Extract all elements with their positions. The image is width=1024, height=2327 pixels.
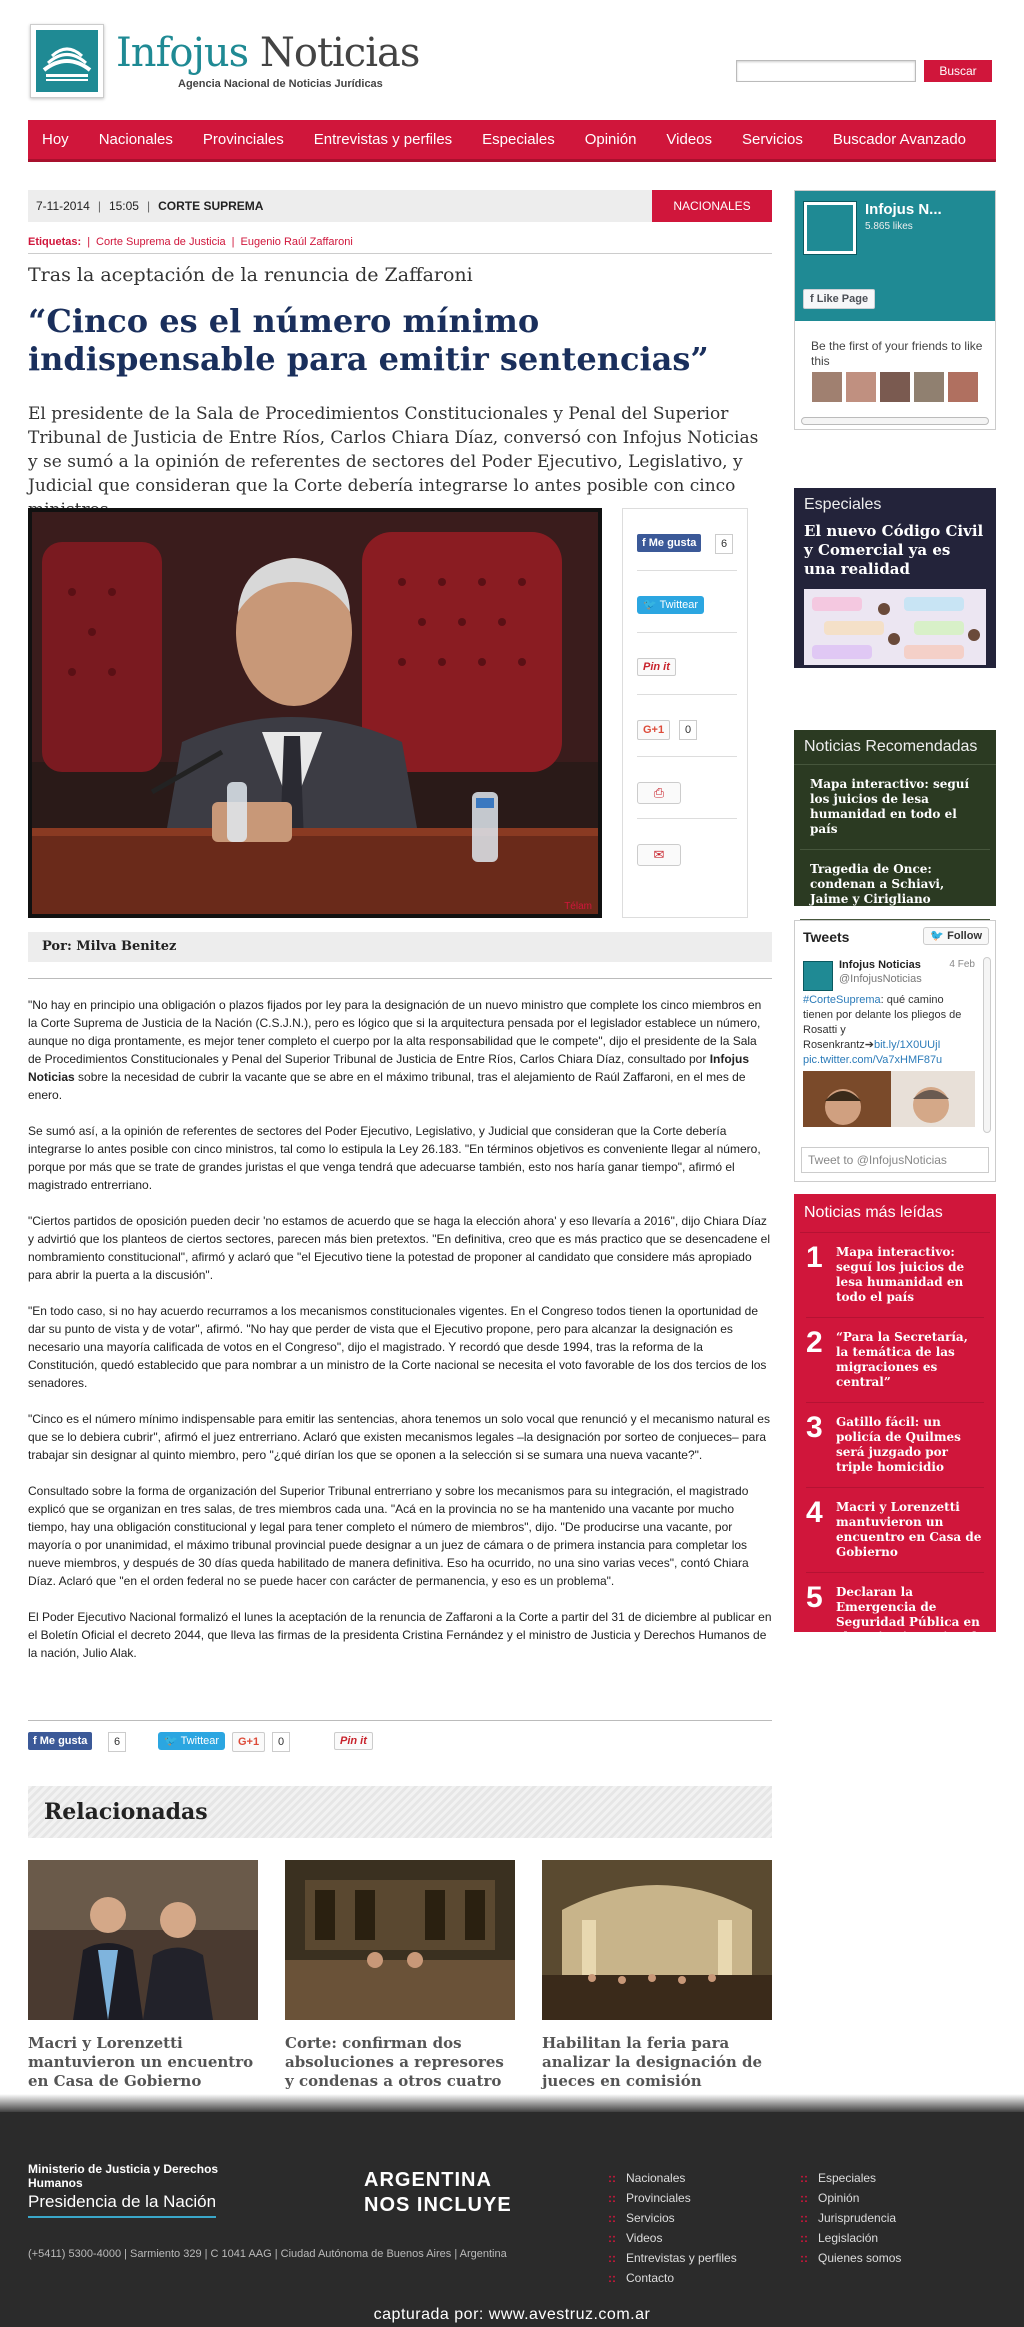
popular-title-link[interactable]: Macri y Lorenzetti mantuvieron un encuentro en Casa de Gobierno — [836, 1500, 982, 1559]
twitter-icon: 🐦 — [643, 599, 660, 611]
related-card[interactable] — [285, 1860, 515, 2091]
site-header — [28, 22, 996, 104]
friend-avatar[interactable] — [879, 371, 911, 403]
facebook-like-button[interactable]: f Me gusta — [28, 1732, 92, 1750]
site-logo-text[interactable]: Infojus Noticias — [116, 30, 420, 76]
article-paragraph: "En todo caso, si no hay acuerdo recurramos a los mecanismos constitucionales vigentes. En el Congreso todos tienen la oportunidad de dar su punto de vista y de votar", afirmó. "No hay que perder de vista que el Ejecutivo propone, pero para alcanzar la designación es necesario una mayoría calificada de votos en el Congreso", dijo el magistrado. Y recordó que desde 1994, tras la reforma de la Constitución, quedó establecido que para nombrar a un ministro de la Corte nacional se necesita el voto favorable de los dos tercios de los senadores. — [28, 1304, 767, 1390]
article-meta-bar: 7-11-2014 | 15:05 | CORTE SUPREMA — [28, 190, 772, 222]
popular-item[interactable] — [806, 1573, 984, 1657]
popular-title-link[interactable]: Gatillo fácil: un policía de Quilmes será juzgado por triple homicidio — [836, 1415, 961, 1474]
logo-icon[interactable] — [803, 201, 857, 255]
tweet-user[interactable]: Infojus Noticias — [839, 959, 921, 971]
photo-credit: Télam — [564, 901, 592, 912]
article-paragraph: "Cinco es el número mínimo indispensable para emitir las sentencias, ahora tenemos un solo vocal que renunció y el mecanismo natural es que se lo debiera cubrir", afirmó el juez entrerriano. Aclaró que existen mecanismos legales –la designación por sorteo de conjueces– para trabajar sin designar al quinto miembro, pero "¿qué dirían los que se oponen a la selección si se sumara una nueva vacante?". — [28, 1412, 770, 1462]
footer-link[interactable]: :: Contacto — [608, 2268, 737, 2288]
like-count: 6 — [715, 534, 733, 554]
especiales-title: Especiales — [804, 496, 882, 513]
friend-avatar[interactable] — [913, 371, 945, 403]
facebook-icon: f — [810, 293, 817, 305]
site-footer — [0, 2112, 1024, 2327]
facebook-likes: 5.865 likes — [865, 221, 913, 232]
gplus-count: 0 — [679, 720, 697, 740]
article-paragraph: El Poder Ejecutivo Nacional formalizó el lunes la aceptación de la renuncia de Zaffaroni a la Corte a partir del 31 de diciembre al publicar en el Boletín Oficial el decreto 2044, que lleva las firmas de la presidenta Cristina Fernández y el ministro de Justicia y Derechos Humanos de la nación, Julio Alak. — [28, 1610, 772, 1660]
nav-item-nacionales[interactable]: Nacionales — [98, 131, 173, 148]
facebook-icon: f — [33, 1735, 40, 1747]
facebook-like-page-button[interactable]: f Like Page — [803, 289, 875, 309]
search-button[interactable]: Buscar — [924, 60, 992, 82]
tweet-button[interactable]: 🐦 Twittear — [158, 1732, 225, 1750]
nav-item-entrevistas[interactable]: Entrevistas y perfiles — [313, 131, 453, 148]
footer-fade — [0, 2094, 1024, 2114]
tweet-link[interactable]: bit.ly/1X0UUjI — [873, 1039, 941, 1051]
article-headline: “Cinco es el número mínimo indispensable para emitir sentencias” — [28, 302, 709, 378]
nav-item-especiales[interactable]: Especiales — [482, 131, 555, 148]
popular-rank: 1 — [806, 1241, 823, 1274]
friend-avatar[interactable] — [845, 371, 877, 403]
google-plus-button[interactable]: G+1 — [232, 1732, 265, 1752]
footer-links-col2 — [800, 2168, 901, 2268]
related-thumbnail[interactable] — [285, 1860, 515, 2020]
tweet-button[interactable]: 🐦 Twittear — [637, 596, 704, 614]
facebook-friends-text: Be the first of your friends to like this — [811, 339, 983, 368]
recomendadas-title: Noticias Recomendadas — [794, 730, 996, 765]
twitter-icon: 🐦 — [164, 1735, 181, 1747]
footer-contact: (+5411) 5300-4000 | Sarmiento 329 | C 1041 AAG | Ciudad Autónoma de Buenos Aires | Argentina — [28, 2248, 507, 2260]
related-card[interactable] — [542, 1860, 772, 2091]
tweet-image[interactable] — [803, 1071, 975, 1127]
footer-link[interactable]: :: Legislación — [800, 2228, 901, 2248]
popular-rank: 5 — [806, 1581, 823, 1614]
section-tab[interactable]: NACIONALES — [652, 190, 772, 222]
recomendada-item[interactable]: Mapa interactivo: seguí los juicios de lesa humanidad en todo el país — [800, 765, 990, 850]
article-lead: El presidente de la Sala de Procedimientos Constitucionales y Penal del Superior Tribunal de Justicia de Entre Ríos, Carlos Chiara Díaz, conversó con Infojus Noticias y se sumó a la opinión de referentes de sectores del Poder Ejecutivo, Legislativo, y Judicial que consideran que la Corte debería integrarse lo antes posible con cinco — [28, 404, 759, 496]
related-title[interactable]: Habilitan la feria para analizar la designación de jueces en comisión — [542, 2034, 763, 2090]
popular-rank: 3 — [806, 1411, 823, 1444]
friend-avatar[interactable] — [811, 371, 843, 403]
footer-link[interactable]: :: Especiales — [800, 2168, 901, 2188]
popular-title-link[interactable]: “Para la Secretaría, la temática de las migraciones es central” — [836, 1330, 968, 1389]
related-thumbnail[interactable] — [28, 1860, 258, 2020]
popular-rank: 2 — [806, 1326, 823, 1359]
main-nav — [28, 120, 996, 162]
ministry-label[interactable]: Ministerio de Justicia y Derechos Humanos — [28, 2162, 219, 2190]
article-date: 7-11-2014 — [36, 199, 90, 213]
envelope-icon: ✉ — [653, 847, 665, 862]
divider — [28, 1720, 772, 1721]
logo-icon[interactable] — [30, 24, 104, 98]
facebook-cover[interactable] — [795, 191, 995, 321]
article-body — [28, 996, 772, 1680]
article-paragraph: Consultado sobre la forma de organización del Superior Tribunal entrerriano y sobre los mecanismos para su integración, el magistrado explicó que se organizan en tres salas, de tres miembros cada una. "Acá en la provincia no se ha mantenido una vacante por mucho tiempo, hay una obligación constitucional y legal para tener completo el número de miembros", dijo. "De producirse una vacante, por mayoría o por unanimidad, el máximo tribunal provincial puede designar a un juez de cámara o de primera instancia para completar los nueve miembros, y después de 30 días queda habilitado de manera definitiva. Eso ha ocurrido, no una sino varias veces", contó Chiara Díaz. Aclaró que "en el orden federal no se puede hacer con carácter de permanencia, y eso es un problema". — [28, 1484, 749, 1588]
tweets-title: Tweets — [803, 929, 850, 945]
popular-title-link[interactable]: Declaran la Emergencia de Seguridad Pública en el territorio nacional — [836, 1585, 980, 1644]
like-count: 6 — [108, 1732, 126, 1752]
print-icon: ⎙ — [653, 785, 665, 800]
google-plus-button[interactable]: G+1 — [637, 720, 670, 740]
popular-title: Noticias más leídas — [800, 1194, 990, 1233]
print-button[interactable] — [637, 782, 681, 804]
popular-item[interactable] — [806, 1318, 984, 1403]
nav-item-servicios[interactable]: Servicios — [742, 131, 803, 148]
popular-rank: 4 — [806, 1496, 823, 1529]
footer-link[interactable]: :: Videos — [608, 2228, 737, 2248]
presidency-logo[interactable]: Presidencia de la Nación — [28, 2192, 216, 2218]
nav-item-provinciales[interactable]: Provinciales — [202, 131, 284, 148]
footer-link[interactable]: :: Nacionales — [608, 2168, 737, 2188]
popular-item[interactable] — [806, 1403, 984, 1488]
recomendadas-box — [794, 730, 996, 906]
footer-link[interactable]: :: Entrevistas y perfiles — [608, 2248, 737, 2268]
facebook-widget — [794, 190, 996, 430]
related-title[interactable]: Macri y Lorenzetti mantuvieron un encuentro en Casa de Gobierno — [28, 2034, 254, 2090]
footer-link[interactable]: :: Opinión — [800, 2188, 901, 2208]
footer-link[interactable]: :: Servicios — [608, 2208, 737, 2228]
popular-title-link[interactable]: Mapa interactivo: seguí los juicios de lesa humanidad en todo el país — [836, 1245, 965, 1304]
gplus-count: 0 — [272, 1732, 290, 1752]
horizontal-scrollbar[interactable] — [801, 417, 989, 425]
footer-link[interactable]: :: Jurisprudencia — [800, 2208, 901, 2228]
bottom-share-bar — [28, 1732, 428, 1756]
pinterest-button[interactable]: Pin it — [637, 658, 676, 676]
popular-item[interactable] — [806, 1233, 984, 1318]
related-card[interactable] — [28, 1860, 258, 2091]
email-button[interactable] — [637, 844, 681, 866]
article-time: 15:05 — [108, 199, 139, 213]
article-paragraph: "No hay en principio una obligación o plazos fijados por ley para la designación de un nuevo ministro que complete los cinco miembros en la Corte Suprema de Justicia de la Nación (C.S.J.N.), pero es lógico que si la arquitectura pensada por el legislador establece un número, aunque no diga prontamente, es mejor tener completo el cuerpo por la alta responsabilidad que le compete", dijo el presidente de la Sala de Procedimientos Constitucionales y Penal del Superior Tribunal de Justicia de Entre Ríos, Carlos Chiara Díaz, consultado por Infojus Noticias sobre la necesidad de cubrir la vacante que se abre en el máximo tribunal, tras el alejamiento de Raúl Zaffaroni, en el mes de enero. — [28, 998, 762, 1102]
share-column — [622, 508, 748, 918]
article-category: CORTE SUPREMA — [158, 199, 264, 213]
article-author: Por: Milva Benitez — [28, 932, 772, 962]
tweet-input[interactable]: Tweet to @InfojusNoticias — [801, 1147, 989, 1173]
twitter-widget — [794, 920, 996, 1182]
related-title[interactable]: Corte: confirman dos absoluciones a represores y condenas a otros cuatro — [285, 2034, 504, 2090]
tweet-date[interactable]: 4 Feb — [949, 959, 975, 970]
twitter-follow-button[interactable]: 🐦 Follow — [923, 927, 989, 945]
footer-link[interactable]: :: Quienes somos — [800, 2248, 901, 2268]
especiales-thumbnail[interactable] — [804, 589, 986, 665]
especiales-box[interactable] — [794, 488, 996, 668]
especiales-headline[interactable]: El nuevo Código Civil y Comercial ya es una realidad — [804, 522, 984, 578]
search-input[interactable] — [736, 60, 916, 82]
facebook-page-name[interactable]: Infojus N... — [865, 201, 942, 218]
divider — [28, 978, 772, 979]
facebook-like-button[interactable]: f Me gusta — [637, 534, 701, 552]
article-kicker: Tras la aceptación de la renuncia de Zaffaroni — [28, 264, 473, 286]
popular-item[interactable] — [806, 1488, 984, 1573]
nav-item-opinion[interactable]: Opinión — [584, 131, 637, 148]
related-header: Relacionadas — [28, 1786, 772, 1838]
capture-credit: capturada por: www.avestruz.com.ar — [373, 2306, 651, 2323]
site-subtitle: Agencia Nacional de Noticias Jurídicas — [178, 78, 383, 90]
argentina-logo: ARGENTINA NOS INCLUYE — [364, 2169, 512, 2216]
tweet-hashtag[interactable]: #CorteSuprema — [803, 994, 881, 1006]
nav-item-videos[interactable]: Videos — [666, 131, 713, 148]
nav-item-buscador[interactable]: Buscador Avanzado — [832, 131, 967, 148]
popular-box — [794, 1194, 996, 1644]
tweet-link[interactable]: pic.twitter.com/Va7xHMF87u — [803, 1054, 943, 1066]
article-paragraph: "Ciertos partidos de oposición pueden decir 'no estamos de acuerdo que se haga la elección ahora' y eso llevaría a 2016", dijo Chiara Díaz y advirtió que los planteos de ciertos sectores, parecen más bien pretextos. "En definitiva, creo que es más practico que se desencadene el nombramiento constitucional", afirmó y aclaró que "el Ejecutivo tiene la potestad de proponer al candidato que considere más apropiado para abrir la puerta a la discusión". — [28, 1214, 771, 1282]
vertical-scrollbar[interactable] — [983, 957, 991, 1133]
pinterest-button[interactable]: Pin it — [334, 1732, 373, 1750]
twitter-avatar[interactable] — [803, 961, 833, 991]
recomendada-item[interactable]: Tragedia de Once: condenan a Schiavi, Jaime y Cirigliano — [800, 850, 990, 920]
tags-bar: Etiquetas: | Corte Suprema de Justicia | Eugenio Raúl Zaffaroni — [28, 230, 772, 254]
tags-label: Etiquetas: — [28, 236, 82, 248]
twitter-icon: 🐦 — [930, 930, 948, 942]
tweet-text: #CorteSuprema: qué camino tienen por delante los pliegos de Rosatti y Rosenkrantz➔bit.ly/1X0UUjI pic.twitter.com/Va7xHMF87u — [803, 994, 962, 1066]
tag-link[interactable]: Corte Suprema de Justicia — [96, 236, 226, 248]
photo-illustration — [32, 512, 598, 914]
article-photo — [28, 508, 602, 918]
article-paragraph: Se sumó así, a la opinión de referentes de sectores del Poder Ejecutivo, Legislativo, y Judicial que consideran que la Corte debería integrarse lo antes posible con cinco ministros, tal como lo estipula la Ley 26.183. "En términos objetivos es conveniente llegar al número, porque por más que se trate de grandes juristas el que venga tendrá que adecuarse también, esto nos haría ganar tiempo", afirmó el magistrado entrerriano. — [28, 1124, 761, 1192]
related-thumbnail[interactable] — [542, 1860, 772, 2020]
tag-link[interactable]: Eugenio Raúl Zaffaroni — [240, 236, 353, 248]
tweet-handle[interactable]: @InfojusNoticias — [839, 973, 922, 985]
facebook-icon: f — [642, 537, 649, 549]
nav-item-hoy[interactable]: Hoy — [42, 131, 69, 148]
footer-link[interactable]: :: Provinciales — [608, 2188, 737, 2208]
footer-links-col1 — [608, 2168, 737, 2288]
friend-avatar[interactable] — [947, 371, 979, 403]
